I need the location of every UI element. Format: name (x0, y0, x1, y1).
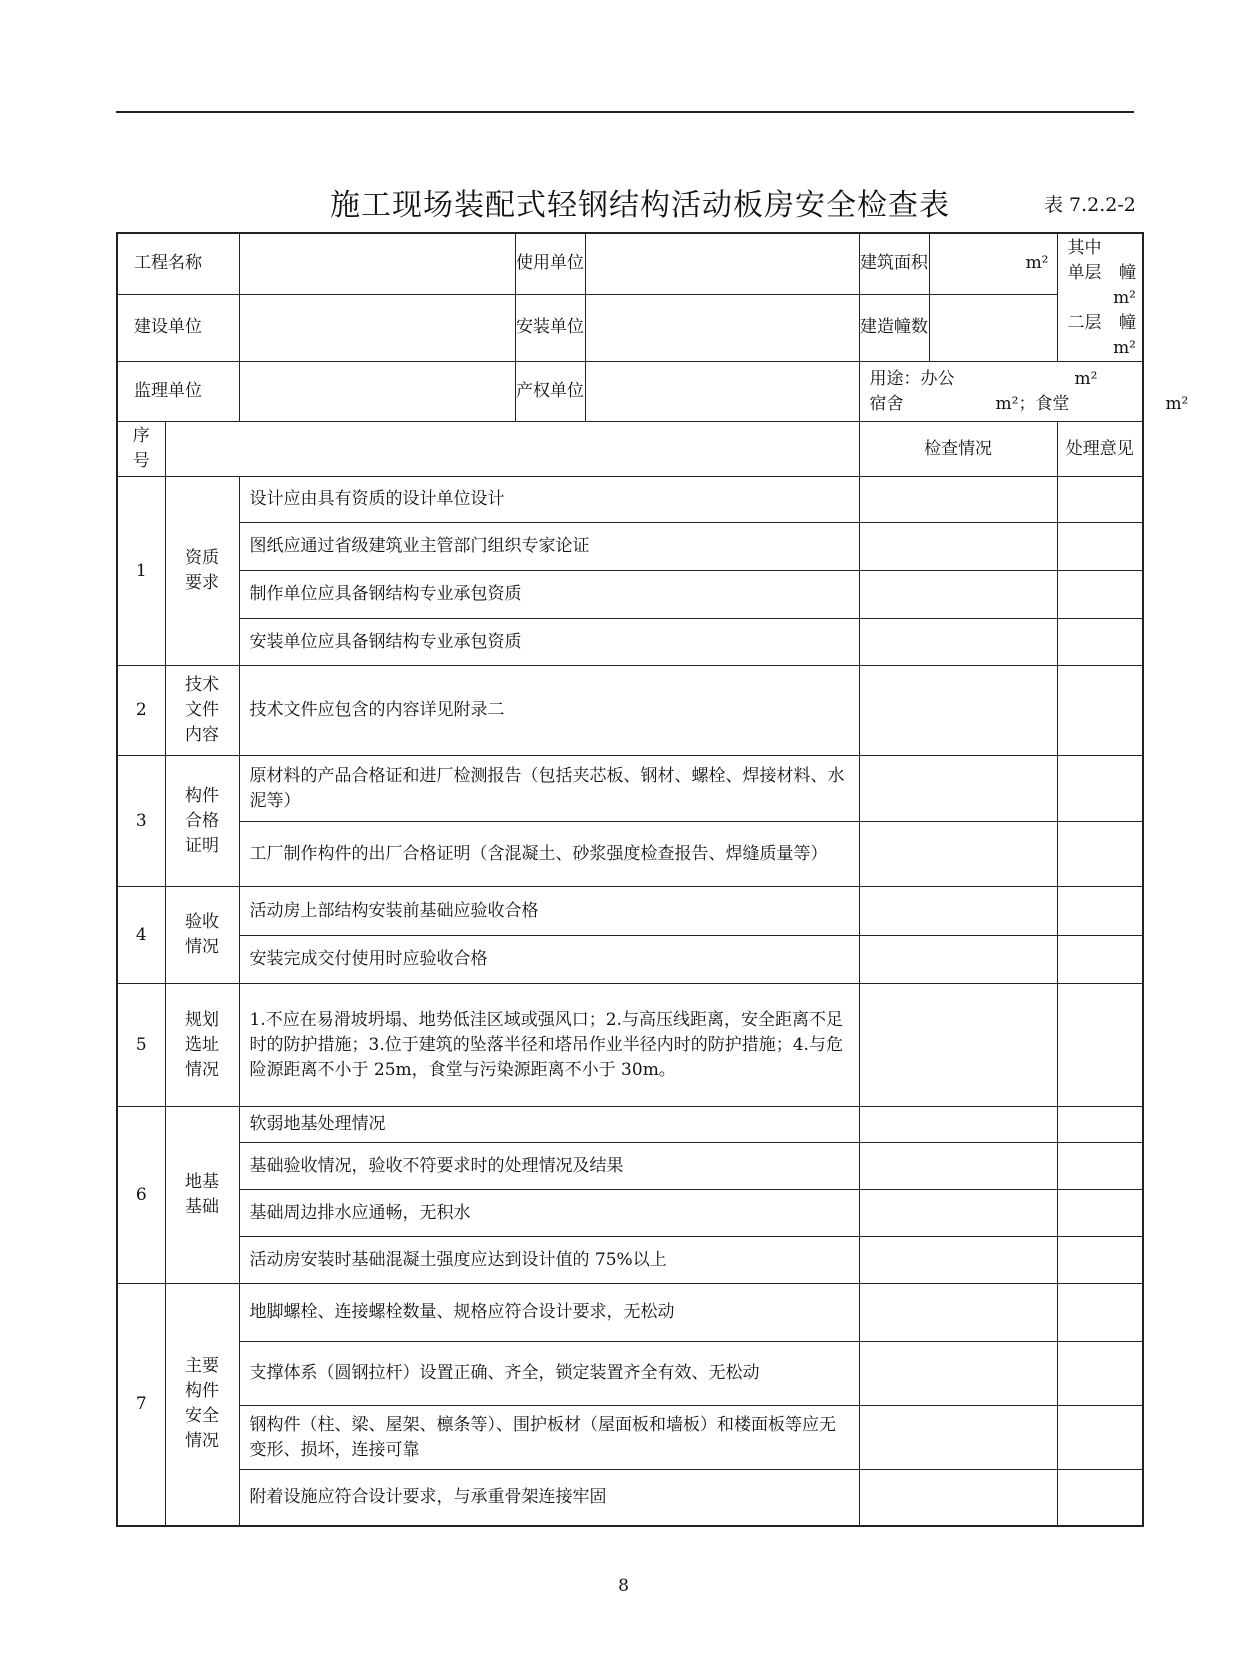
usage-cell[interactable] (859, 362, 1189, 422)
section-6-item-1-inspection[interactable] (859, 1107, 1057, 1143)
section-6-item-3: 基础周边排水应通畅，无积水 (239, 1190, 859, 1237)
section-5-category: 规划选址情况 (165, 984, 239, 1107)
table-number: 表 7.2.2-2 (1044, 194, 1136, 216)
section-7-item-2-inspection[interactable] (859, 1342, 1057, 1406)
section-1-item-2-opinion[interactable] (1057, 523, 1143, 571)
section-1-category: 资质要求 (165, 477, 239, 666)
section-3-item-1-opinion[interactable] (1057, 756, 1143, 822)
supervisor-unit-value[interactable] (239, 362, 515, 422)
section-6-item-3-opinion[interactable] (1057, 1190, 1143, 1237)
section-1-item-3-inspection[interactable] (859, 571, 1057, 619)
user-unit-value[interactable] (585, 233, 859, 294)
build-count-value[interactable] (929, 294, 1057, 361)
single-floor-m2: m² (1113, 288, 1136, 308)
inspection-header: 检查情况 (859, 422, 1057, 477)
section-1-item-4: 安装单位应具备钢结构专业承包资质 (239, 619, 859, 666)
section-4-category: 验收情况 (165, 887, 239, 984)
supervisor-unit-label: 监理单位 (117, 362, 239, 422)
section-6-no: 6 (117, 1107, 165, 1284)
section-3-item-2-opinion[interactable] (1057, 822, 1143, 887)
section-3-no: 3 (117, 756, 165, 887)
section-2-item-1-opinion[interactable] (1057, 666, 1143, 756)
section-6-item-3-inspection[interactable] (859, 1190, 1057, 1237)
use-office-unit: m² (1074, 368, 1098, 389)
section-7-item-2: 支撑体系（圆钢拉杆）设置正确、齐全，锁定装置齐全有效、无松动 (239, 1342, 859, 1406)
page-title: 施工现场装配式轻钢结构活动板房安全检查表 (330, 188, 950, 223)
section-2-item-1-inspection[interactable] (859, 666, 1057, 756)
section-1-item-2: 图纸应通过省级建筑业主管部门组织专家论证 (239, 523, 859, 571)
section-7-item-2-opinion[interactable] (1057, 1342, 1143, 1406)
install-unit-label: 安装单位 (515, 294, 585, 361)
section-1-item-4-inspection[interactable] (859, 619, 1057, 666)
section-7-item-1-inspection[interactable] (859, 1284, 1057, 1342)
section-7-item-1-opinion[interactable] (1057, 1284, 1143, 1342)
second-floor-m2: m² (1113, 338, 1136, 358)
section-2-no: 2 (117, 666, 165, 756)
section-7-item-1: 地脚螺栓、连接螺栓数量、规格应符合设计要求，无松动 (239, 1284, 859, 1342)
section-6-category: 地基基础 (165, 1107, 239, 1284)
section-5-item-1: 1.不应在易滑坡坍塌、地势低洼区域或强风口；2.与高压线距离，安全距离不足时的防护措施；3.位于建筑的坠落半径和塔吊作业半径内时的防护措施；4.与危险源距离不小于 25m，食堂与污染源距离不小于 30m。 (239, 984, 859, 1107)
section-1-item-3: 制作单位应具备钢结构专业承包资质 (239, 571, 859, 619)
of-which-label: 其中 (1067, 238, 1102, 258)
item-header (165, 422, 859, 477)
user-unit-label: 使用单位 (515, 233, 585, 294)
section-7-category: 主要构件安全情况 (165, 1284, 239, 1526)
install-unit-value[interactable] (585, 294, 859, 361)
section-1-no: 1 (117, 477, 165, 666)
project-name-label: 工程名称 (117, 233, 239, 294)
section-6-item-2: 基础验收情况，验收不符要求时的处理情况及结果 (239, 1143, 859, 1190)
opinion-header: 处理意见 (1057, 422, 1143, 477)
builder-unit-label: 建设单位 (117, 294, 239, 361)
section-7-item-4-inspection[interactable] (859, 1470, 1057, 1526)
section-2-category: 技术文件内容 (165, 666, 239, 756)
floor-breakdown (1057, 233, 1143, 362)
section-5-item-1-inspection[interactable] (859, 984, 1057, 1107)
build-count-label: 建造幢数 (859, 294, 929, 361)
section-7-item-3-opinion[interactable] (1057, 1406, 1143, 1470)
section-1-item-2-inspection[interactable] (859, 523, 1057, 571)
inspection-table (116, 232, 1189, 1527)
section-4-item-2: 安装完成交付使用时应验收合格 (239, 936, 859, 984)
section-6-item-4-inspection[interactable] (859, 1237, 1057, 1284)
second-floor-dong: 幢 (1119, 313, 1136, 333)
section-7-item-4: 附着设施应符合设计要求，与承重骨架连接牢固 (239, 1470, 859, 1526)
section-5-item-1-opinion[interactable] (1057, 984, 1143, 1107)
section-6-item-1: 软弱地基处理情况 (239, 1107, 859, 1143)
builder-unit-value[interactable] (239, 294, 515, 361)
section-7-item-4-opinion[interactable] (1057, 1470, 1143, 1526)
seq-header: 序号 (117, 422, 165, 477)
use-canteen-unit: m² (1165, 393, 1189, 414)
section-1-item-1: 设计应由具有资质的设计单位设计 (239, 477, 859, 523)
section-6-item-4: 活动房安装时基础混凝土强度应达到设计值的 75%以上 (239, 1237, 859, 1284)
section-5-no: 5 (117, 984, 165, 1107)
section-4-item-1-opinion[interactable] (1057, 887, 1143, 936)
section-1-item-3-opinion[interactable] (1057, 571, 1143, 619)
building-area-label: 建筑面积 (859, 233, 929, 294)
page-number: 8 (618, 1576, 629, 1596)
section-7-no: 7 (117, 1284, 165, 1526)
section-1-item-1-opinion[interactable] (1057, 477, 1143, 523)
use-dorm-unit: m² (995, 393, 1019, 414)
use-dorm-label: 宿舍 (869, 393, 904, 414)
section-3-item-2-inspection[interactable] (859, 822, 1057, 887)
section-1-item-4-opinion[interactable] (1057, 619, 1143, 666)
top-rule (116, 111, 1134, 113)
area-unit: m² (1025, 253, 1049, 274)
section-3-item-1: 原材料的产品合格证和进厂检测报告（包括夹芯板、钢材、螺栓、焊接材料、水泥等） (239, 756, 859, 822)
section-3-item-2: 工厂制作构件的出厂合格证明（含混凝土、砂浆强度检查报告、焊缝质量等） (239, 822, 859, 887)
section-4-item-2-opinion[interactable] (1057, 936, 1143, 984)
project-name-value[interactable] (239, 233, 515, 294)
section-6-item-1-opinion[interactable] (1057, 1107, 1143, 1143)
section-4-item-1-inspection[interactable] (859, 887, 1057, 936)
second-floor-label: 二层 (1067, 313, 1102, 333)
section-7-item-3: 钢构件（柱、梁、屋架、檩条等）、围护板材（屋面板和墙板）和楼面板等应无变形、损坏，连接可靠 (239, 1406, 859, 1470)
section-6-item-2-opinion[interactable] (1057, 1143, 1143, 1190)
use-office-label: 用途：办公 (869, 368, 955, 389)
use-canteen-label: ；食堂 (1018, 393, 1070, 414)
section-3-item-1-inspection[interactable] (859, 756, 1057, 822)
owner-unit-label: 产权单位 (515, 362, 585, 422)
section-1-item-1-inspection[interactable] (859, 477, 1057, 523)
single-floor-dong: 幢 (1119, 263, 1136, 283)
section-3-category: 构件合格证明 (165, 756, 239, 887)
section-4-item-2-inspection[interactable] (859, 936, 1057, 984)
section-4-no: 4 (117, 887, 165, 984)
section-7-item-3-inspection[interactable] (859, 1406, 1057, 1470)
single-floor-label: 单层 (1067, 263, 1102, 283)
building-area-value[interactable] (929, 233, 1057, 294)
section-4-item-1: 活动房上部结构安装前基础应验收合格 (239, 887, 859, 936)
section-6-item-2-inspection[interactable] (859, 1143, 1057, 1190)
section-2-item-1: 技术文件应包含的内容详见附录二 (239, 666, 859, 756)
section-6-item-4-opinion[interactable] (1057, 1237, 1143, 1284)
owner-unit-value[interactable] (585, 362, 859, 422)
